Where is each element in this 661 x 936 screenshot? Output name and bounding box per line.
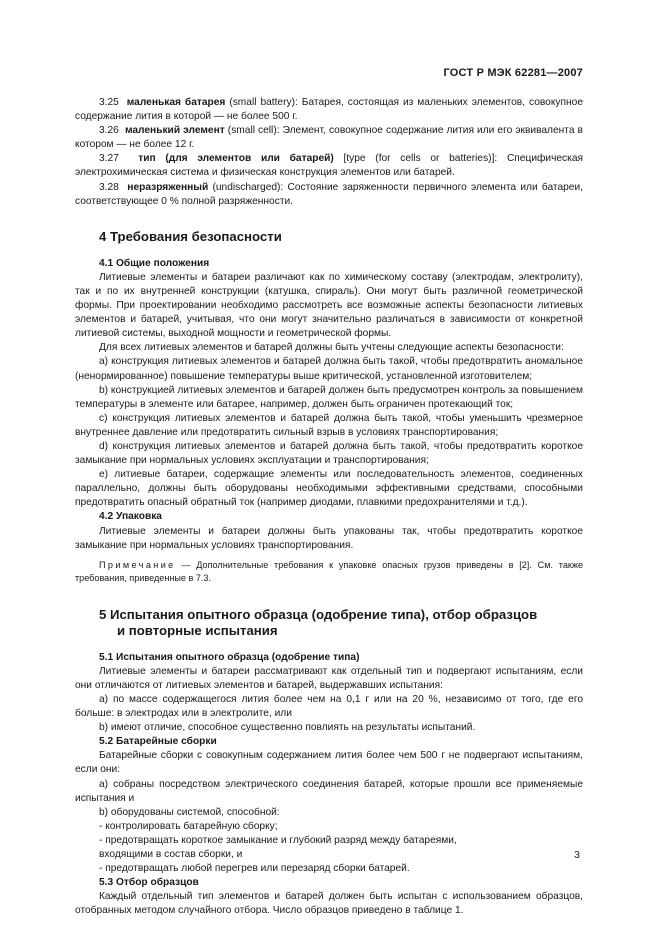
- paragraph: Литиевые элементы и батареи рассматривают как отдельный тип и подвергают испытаниям, если они отличаются от литиевых элементов и батарей, выдержавших испытания:: [75, 665, 583, 691]
- definition-text: (small battery): Батарея, состоящая из маленьких элементов, совокупное содержание лития в которой — не более 500 г.: [75, 97, 583, 123]
- dash-item: - предотвращать короткое замыкание и глубокий разряд между батареями,: [99, 834, 457, 846]
- definition-3-27: [75, 152, 583, 180]
- note-label: Примечание: [99, 559, 176, 570]
- dash-item-continuation: входящими в состав сборки, и: [99, 849, 243, 861]
- definition-number: 3.25: [99, 97, 119, 108]
- paragraph: Литиевые элементы и батареи различают как по химическому составу (электродам, электролиту), так и по их внутренней конструкции (катушка, спираль). Они могут быть различной геометрической формы. При проектировании необходимо рассмотреть все возможные аспекты безопасности литиевых элементов и батарей, учитывая, что они могут значительно различаться в зависимости от конкретной литиевой системы, выходной мощности и геометрической формы.: [75, 271, 583, 340]
- note-text: — Дополнительные требования к упаковке опасных грузов приведены в [2]. См. также требования, приведенные в 7.3.: [75, 559, 583, 583]
- definition-number: 3.27: [99, 153, 119, 165]
- subsection-4-2-title: 4.2 Упаковка: [99, 511, 162, 523]
- definition-text: (small cell): Элемент, совокупное содержание лития или его эквивалента в котором — не более 12 г.: [75, 125, 583, 151]
- section-5-title: [75, 607, 583, 639]
- list-item: а) конструкция литиевых элементов и батарей должна быть такой, чтобы предотвратить аномальное (ненормированное) повышение температуры выше критической, установленной изготовителем;: [75, 356, 583, 382]
- paragraph: Каждый отдельный тип элементов и батарей должен быть испытан с использованием образцов, отобранных методом случайного отбора. Число образцов приведено в таблице 1.: [75, 891, 583, 917]
- note: [75, 559, 583, 585]
- definition-3-25: [75, 96, 583, 124]
- subsection-5-1-title: 5.1 Испытания опытного образца (одобрение типа): [99, 651, 360, 663]
- subsection-4-1-title: 4.1 Общие положения: [99, 257, 210, 269]
- section-5-title-line-2: и повторные испытания: [117, 622, 278, 638]
- section-4-title: 4 Требования безопасности: [99, 228, 282, 244]
- definition-text: [type (for cells or batteries)]: Специфическая электрохимическая система и физическая конструкция элементов или батарей.: [75, 153, 584, 179]
- definition-term: тип (для элементов или батарей): [138, 153, 334, 165]
- definition-term: маленькая батарея: [126, 97, 226, 108]
- list-item: d) конструкция литиевых элементов и батарей должна быть такой, чтобы предотвратить короткое замыкание при нормальных условиях эксплуатации и транспортирования;: [75, 440, 583, 467]
- page-content: [75, 96, 583, 919]
- page-number: 3: [574, 849, 580, 861]
- definition-3-26: [75, 124, 583, 152]
- definition-text: (undischarged): Состояние заряженности первичного элемента или батареи, соответствующее 0 % полной разряженности.: [75, 181, 583, 207]
- list-item: а) собраны посредством электрического соединения батарей, которые прошли все применяемые испытания и: [75, 778, 583, 804]
- list-item: b) имеют отличие, способное существенно повлиять на результаты испытаний.: [99, 722, 476, 734]
- dash-item: - предотвращать любой перегрев или перезаряд сборки батарей.: [99, 863, 410, 875]
- definition-number: 3.26: [99, 125, 119, 137]
- list-item: b) конструкцией литиевых элементов и батарей должен быть предусмотрен контроль за повышением температуры в элементе или батарее, например, должен быть ограничен протекающий ток;: [75, 384, 584, 410]
- definition-3-28: [75, 181, 583, 209]
- paragraph: Для всех литиевых элементов и батарей должны быть учтены следующие аспекты безопасности:: [99, 342, 564, 354]
- list-item: е) литиевые батареи, содержащие элементы или последовательность элементов, соединенных параллельно, должны быть оборудованы необходимыми эффективными средствами, способными предотвратить опасный обратный ток (например диодами, плавкими предохранителями и т.д.).: [75, 469, 583, 509]
- list-item: с) конструкция литиевых элементов и батарей должна быть такой, чтобы уменьшить чрезмерное внутреннее давление или предотвратить сильный взрыв в условиях транспортирования;: [75, 412, 583, 438]
- document-code-header: ГОСТ Р МЭК 62281—2007: [443, 67, 583, 79]
- list-item: b) оборудованы системой, способной:: [99, 806, 280, 818]
- section-5-title-line-1: 5 Испытания опытного образца (одобрение типа), отбор образцов: [99, 606, 538, 622]
- subsection-5-3-title: 5.3 Отбор образцов: [99, 877, 199, 889]
- definition-number: 3.28: [99, 181, 119, 193]
- paragraph: Батарейные сборки с совокупным содержанием лития более чем 500 г не подвергают испытаниям, если они:: [75, 750, 583, 776]
- definition-term: маленький элемент: [124, 125, 225, 137]
- dash-item: - контролировать батарейную сборку;: [99, 820, 278, 832]
- subsection-5-2-title: 5.2 Батарейные сборки: [99, 736, 217, 748]
- list-item: а) по массе содержащегося лития более чем на 0,1 г или на 20 %, независимо от того, где его больше: в электродах или в электролите, или: [75, 694, 583, 720]
- paragraph: Литиевые элементы и батареи должны быть упакованы так, чтобы предотвратить короткое замыкание при нормальных условиях транспортирования.: [75, 525, 583, 551]
- definition-term: неразряженный: [127, 181, 209, 193]
